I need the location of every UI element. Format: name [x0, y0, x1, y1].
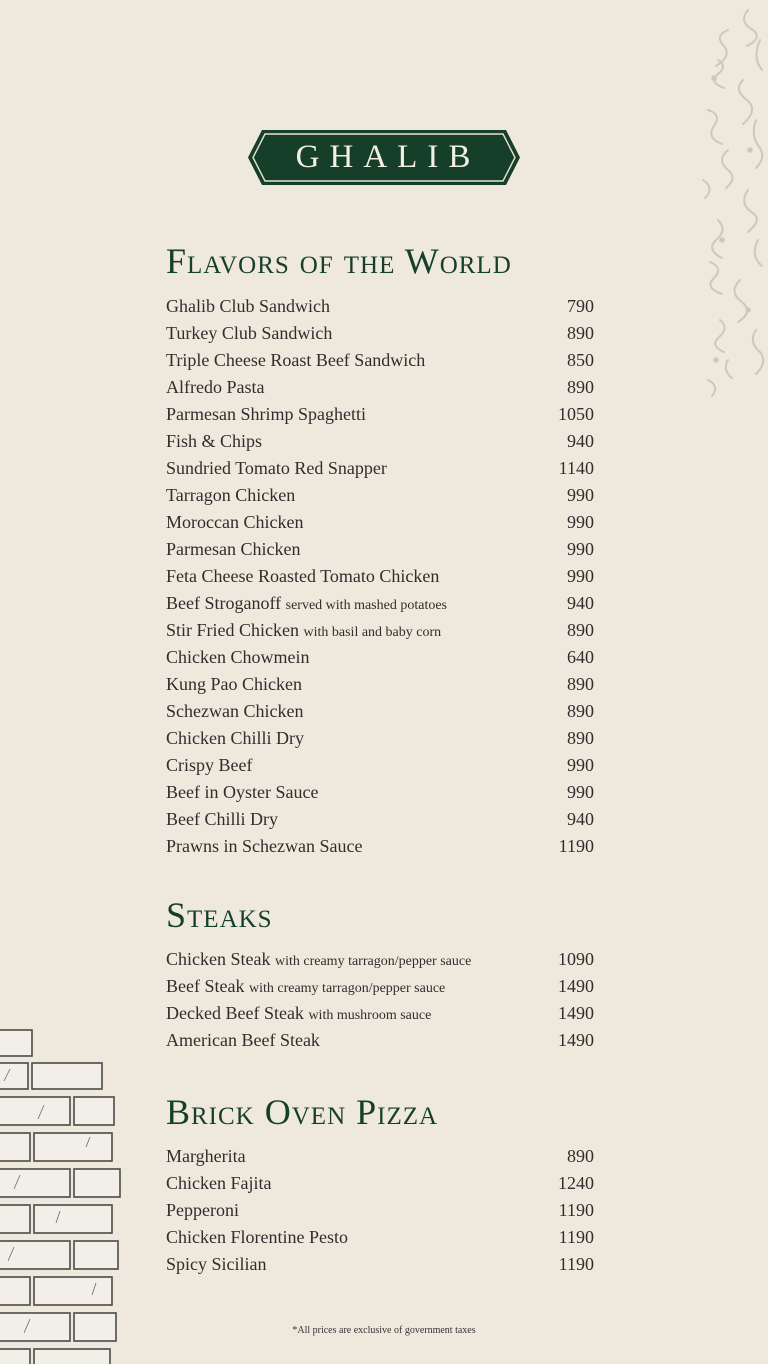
menu-item-price: 990: [567, 512, 594, 532]
menu-item-name: Sundried Tomato Red Snapper: [166, 458, 387, 478]
menu-item-price: 890: [567, 377, 594, 397]
menu-item-name: Prawns in Schezwan Sauce: [166, 836, 363, 856]
menu-item-row: [166, 1251, 594, 1278]
menu-item-name: Parmesan Chicken: [166, 539, 301, 559]
menu-item-name: Triple Cheese Roast Beef Sandwich: [166, 350, 426, 370]
menu-item-name-group: [166, 976, 445, 997]
menu-item-row: [166, 509, 594, 536]
tax-footnote: *All prices are exclusive of government taxes: [292, 1325, 476, 1336]
menu-item-price: 890: [567, 323, 594, 343]
menu-item-name: Chicken Florentine Pesto: [166, 1227, 348, 1247]
menu-item-row: [166, 946, 594, 973]
menu-item-name: Margherita: [166, 1146, 246, 1166]
menu-item-price: 1190: [558, 1200, 594, 1220]
menu-item-name: Pepperoni: [166, 1200, 239, 1220]
menu-item-name: Ghalib Club Sandwich: [166, 296, 330, 316]
menu-item-row: [166, 482, 594, 509]
menu-item-name: Spicy Sicilian: [166, 1254, 267, 1274]
menu-list-flavors: [166, 293, 594, 860]
menu-item-note: with creamy tarragon/pepper sauce: [248, 981, 446, 996]
menu-item-row: [166, 1170, 594, 1197]
menu-item-name-group: [166, 566, 439, 587]
menu-item-note: with mushroom sauce: [308, 1008, 432, 1023]
menu-item-row: [166, 833, 594, 860]
menu-item-row: [166, 752, 594, 779]
menu-item-name-group: [166, 539, 300, 560]
menu-item-price: 890: [567, 701, 594, 721]
menu-item-name: Beef Chilli Dry: [166, 809, 278, 829]
menu-item-name: Decked Beef Steak: [166, 1003, 304, 1023]
menu-item-row: [166, 320, 594, 347]
menu-item-row: [166, 347, 594, 374]
menu-item-name-group: [166, 1200, 239, 1221]
menu-item-name-group: [166, 701, 303, 722]
menu-item-row: [166, 617, 594, 644]
menu-item-row: [166, 1197, 594, 1224]
menu-item-row: [166, 1143, 594, 1170]
menu-item-row: [166, 806, 594, 833]
menu-item-name: Chicken Chilli Dry: [166, 728, 304, 748]
menu-item-price: 1190: [558, 1254, 594, 1274]
menu-item-name: Alfredo Pasta: [166, 377, 265, 397]
menu-item-row: [166, 644, 594, 671]
menu-item-name: Beef in Oyster Sauce: [166, 782, 319, 802]
menu-item-price: 990: [567, 485, 594, 505]
ghalib-logo: [248, 130, 520, 185]
menu-item-row: [166, 973, 594, 1000]
menu-item-name-group: [166, 782, 318, 803]
menu-item-row: [166, 293, 594, 320]
menu-item-price: 1050: [558, 404, 594, 424]
menu-item-row: [166, 725, 594, 752]
menu-item-name: Beef Stroganoff: [166, 593, 282, 613]
menu-item-name-group: [166, 1173, 271, 1194]
menu-item-name: Feta Cheese Roasted Tomato Chicken: [166, 566, 440, 586]
menu-item-name-group: [166, 296, 330, 317]
menu-item-note: with basil and baby corn: [303, 625, 442, 640]
menu-item-row: [166, 563, 594, 590]
menu-item-price: 940: [567, 809, 594, 829]
menu-item-price: 790: [567, 296, 594, 316]
menu-item-price: 850: [567, 350, 594, 370]
menu-item-name: Stir Fried Chicken: [166, 620, 299, 640]
menu-item-row: [166, 428, 594, 455]
brick-wall-decoration: [0, 1025, 130, 1364]
menu-item-name: Turkey Club Sandwich: [166, 323, 333, 343]
menu-item-name-group: [166, 755, 252, 776]
menu-item-name: Kung Pao Chicken: [166, 674, 302, 694]
menu-item-row: [166, 590, 594, 617]
menu-item-price: 1190: [558, 836, 594, 856]
menu-item-row: [166, 1027, 594, 1054]
menu-item-price: 1490: [558, 1030, 594, 1050]
calligraphy-decoration: [648, 0, 768, 420]
menu-item-price: 890: [567, 620, 594, 640]
menu-item-price: 1490: [558, 1003, 594, 1023]
menu-item-price: 940: [567, 431, 594, 451]
menu-item-name-group: [166, 350, 425, 371]
menu-item-row: [166, 536, 594, 563]
menu-item-name-group: [166, 431, 262, 452]
menu-item-name: Chicken Steak: [166, 949, 271, 969]
menu-item-name: Beef Steak: [166, 976, 245, 996]
menu-item-name-group: [166, 728, 304, 749]
menu-item-price: 640: [567, 647, 594, 667]
menu-item-name: Tarragon Chicken: [166, 485, 296, 505]
menu-item-note: with creamy tarragon/pepper sauce: [274, 954, 472, 969]
menu-item-name-group: [166, 1254, 267, 1275]
menu-item-name-group: [166, 512, 303, 533]
menu-item-row: [166, 1000, 594, 1027]
menu-item-note: served with mashed potatoes: [285, 598, 447, 613]
menu-item-name-group: [166, 674, 302, 695]
menu-item-name-group: [166, 809, 278, 830]
menu-item-price: 1190: [558, 1227, 594, 1247]
menu-item-name: Moroccan Chicken: [166, 512, 304, 532]
menu-item-price: 990: [567, 539, 594, 559]
menu-item-name-group: [166, 377, 264, 398]
menu-item-name-group: [166, 323, 332, 344]
menu-item-price: 890: [567, 674, 594, 694]
menu-item-name-group: [166, 647, 309, 668]
menu-item-name: Fish & Chips: [166, 431, 263, 451]
menu-item-price: 890: [567, 1146, 594, 1166]
menu-item-name: Parmesan Shrimp Spaghetti: [166, 404, 366, 424]
menu-item-name: Chicken Chowmein: [166, 647, 310, 667]
menu-item-row: [166, 671, 594, 698]
menu-item-row: [166, 401, 594, 428]
menu-item-name-group: [166, 949, 471, 970]
menu-item-row: [166, 779, 594, 806]
menu-item-name-group: [166, 458, 387, 479]
menu-item-row: [166, 374, 594, 401]
menu-item-name: Crispy Beef: [166, 755, 253, 775]
menu-list-steaks: [166, 946, 594, 1054]
menu-item-price: 990: [567, 755, 594, 775]
menu-item-price: 890: [567, 728, 594, 748]
menu-item-name-group: [166, 620, 441, 641]
section-title-flavors: Flavors of the World: [166, 241, 512, 281]
section-title-steaks: Steaks: [166, 895, 273, 935]
menu-item-price: 990: [567, 782, 594, 802]
menu-item-price: 940: [567, 593, 594, 613]
menu-item-name: American Beef Steak: [166, 1030, 320, 1050]
menu-item-name-group: [166, 836, 362, 857]
menu-item-name-group: [166, 593, 447, 614]
menu-item-row: [166, 455, 594, 482]
menu-item-price: 1240: [558, 1173, 594, 1193]
menu-item-row: [166, 1224, 594, 1251]
menu-item-name-group: [166, 1003, 431, 1024]
menu-item-name-group: [166, 485, 295, 506]
menu-item-name-group: [166, 1146, 246, 1167]
menu-item-name: Schezwan Chicken: [166, 701, 304, 721]
menu-list-pizza: [166, 1143, 594, 1278]
menu-item-price: 990: [567, 566, 594, 586]
menu-item-name-group: [166, 1227, 348, 1248]
menu-item-name-group: [166, 404, 366, 425]
menu-item-price: 1090: [558, 949, 594, 969]
menu-item-price: 1140: [558, 458, 594, 478]
menu-item-price: 1490: [558, 976, 594, 996]
menu-item-row: [166, 698, 594, 725]
section-title-pizza: Brick Oven Pizza: [166, 1092, 439, 1132]
menu-item-name-group: [166, 1030, 320, 1051]
menu-item-name: Chicken Fajita: [166, 1173, 272, 1193]
logo-text: GHALIB: [295, 139, 481, 175]
